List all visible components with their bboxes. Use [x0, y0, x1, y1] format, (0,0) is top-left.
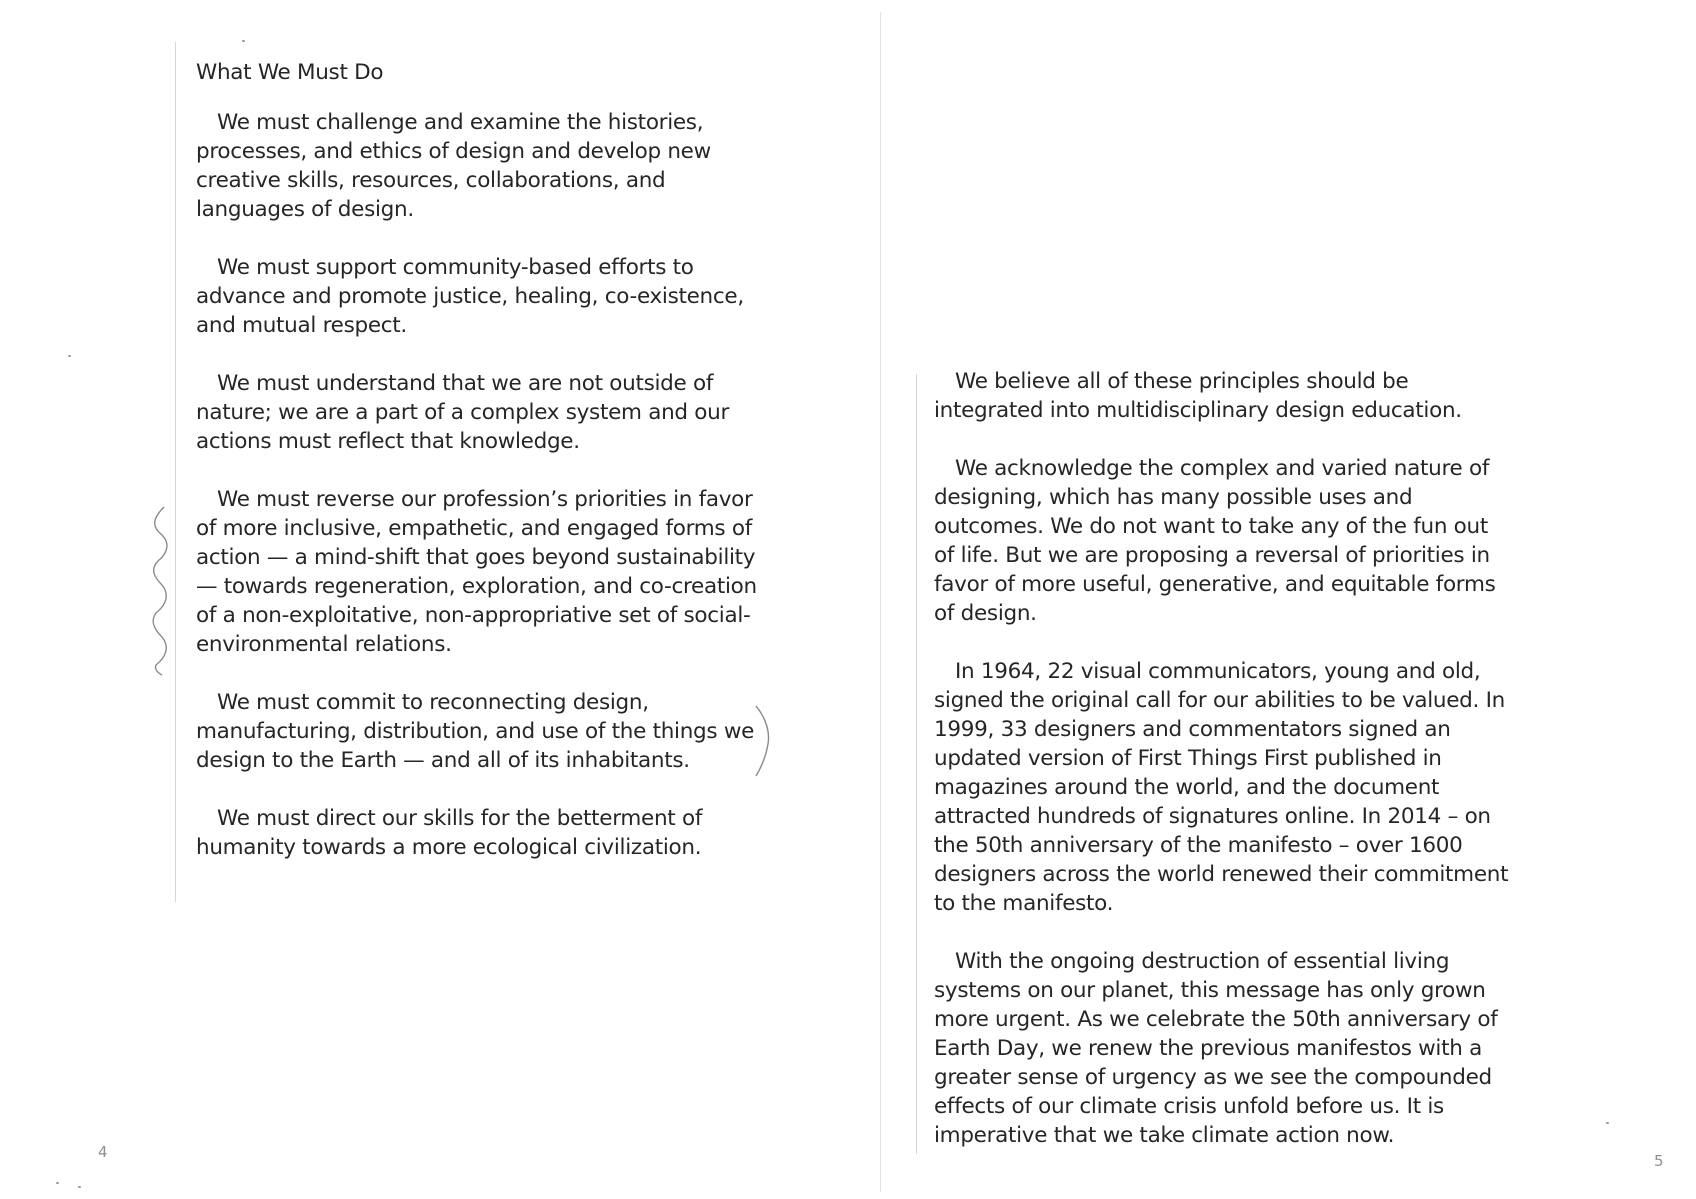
- left-body-text: [196, 108, 776, 891]
- right-body-text: [934, 367, 1512, 1179]
- handwritten-bracket-mark: [752, 704, 774, 778]
- scan-speck: [1606, 1122, 1609, 1124]
- paragraph: We acknowledge the complex and varied nature of designing, which has many possible uses and outcomes. We do not want to take any of the fun out of life. But we are proposing a reversal of priorities in favor of more useful, generative, and equitable forms of design.: [934, 456, 1496, 626]
- section-heading: What We Must Do: [196, 60, 384, 85]
- paragraph: We must reverse our profession’s priorities in favor of more inclusive, empathetic, and engaged forms of action — a mind-shift that goes beyond sustainability — towards regeneration, exploration, and co-creation of a non-exploitative, non-appropriative set of social-environmental relations.: [196, 487, 757, 657]
- paragraph: In 1964, 22 visual communicators, young and old, signed the original call for our abilities to be valued. In 1999, 33 designers and commentators signed an updated version of First Things First published in magazines around the world, and the document attracted hundreds of signatures online. In 2014 – on the 50th anniversary of the manifesto – over 1600 designers across the world renewed their commitment to the manifesto.: [934, 659, 1509, 916]
- scan-speck: [56, 1182, 59, 1184]
- page-number-left: 4: [98, 1143, 108, 1161]
- handwritten-wavy-margin-mark: [150, 505, 176, 677]
- paragraph: We must challenge and examine the histories, processes, and ethics of design and develop new creative skills, resources, collaborations, and languages of design.: [196, 110, 711, 222]
- page-number-right: 5: [1654, 1152, 1664, 1170]
- gutter-rule: [880, 12, 881, 1192]
- scan-speck: [242, 40, 245, 42]
- paragraph: We must understand that we are not outside of nature; we are a part of a complex system and our actions must reflect that knowledge.: [196, 371, 729, 454]
- paragraph: We must support community-based efforts to advance and promote justice, healing, co-existence, and mutual respect.: [196, 255, 744, 338]
- scan-speck: [78, 1186, 81, 1188]
- left-page-margin-rule: [175, 42, 176, 902]
- paragraph: We must direct our skills for the betterment of humanity towards a more ecological civilization.: [196, 806, 703, 860]
- paragraph: We must commit to reconnecting design, manufacturing, distribution, and use of the things we design to the Earth — and all of its inhabitants.: [196, 690, 755, 773]
- scan-speck: [68, 355, 71, 357]
- paragraph: With the ongoing destruction of essential living systems on our planet, this message has only grown more urgent. As we celebrate the 50th anniversary of Earth Day, we renew the previous manifestos with a greater sense of urgency as we see the compounded effects of our climate crisis unfold before us. It is imperative that we take climate action now.: [934, 949, 1498, 1148]
- right-page-margin-rule: [916, 374, 917, 1154]
- paragraph: We believe all of these principles should be integrated into multidisciplinary design education.: [934, 369, 1462, 423]
- right-page: [848, 0, 1696, 1199]
